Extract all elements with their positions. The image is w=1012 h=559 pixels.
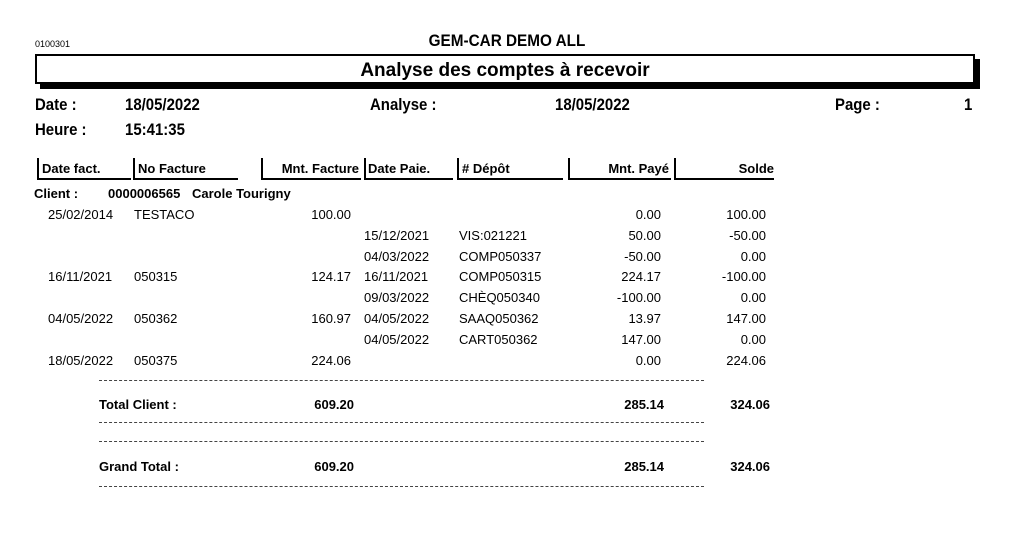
cell-mnt-paye: 50.00 [628,227,661,243]
col-header-mnt-facture [261,158,361,180]
col-header-mnt-facture-label: Mnt. Facture [281,161,359,176]
grand-total-mnt-paye: 285.14 [624,459,664,474]
cell-mnt-paye: -100.00 [616,290,661,306]
cell-date-fact: 25/02/2014 [48,207,114,222]
cell-solde: 0.00 [740,290,766,306]
grand-total-solde: 324.06 [730,459,770,474]
cell-solde: 147.00 [726,311,766,326]
report-code: 0100301 [35,39,71,49]
separator-line [99,441,704,442]
cell-date-paie: 04/05/2022 [364,311,430,326]
total-client-mnt-facture: 609.20 [314,397,354,412]
cell-date-paie: 15/12/2021 [364,227,430,243]
cell-date-fact: 04/05/2022 [48,311,114,326]
grand-total-mnt-facture: 609.20 [314,459,354,474]
cell-no-facture: 050315 [134,269,178,285]
cell-mnt-paye: -50.00 [624,248,661,264]
cell-no-facture: 050375 [134,352,178,368]
total-client-mnt-paye: 285.14 [624,397,664,412]
col-header-date-fact [37,158,131,180]
separator-line [99,380,704,381]
col-header-no-facture-label: No Facture [138,161,206,176]
cell-solde: -50.00 [729,227,766,243]
col-header-mnt-paye-label: Mnt. Payé [608,161,669,176]
cell-date-paie: 04/05/2022 [364,331,430,347]
col-header-no-facture [133,158,238,180]
col-header-solde-label: Solde [738,161,774,176]
analyse-label: Analyse : [370,95,437,114]
cell-mnt-facture: 124.17 [311,269,351,285]
client-id: 0000006565 [108,186,181,201]
separator-line [99,486,704,487]
cell-date-fact: 16/11/2021 [48,269,113,285]
col-header-date-fact-label: Date fact. [42,161,101,176]
client-label: Client : [34,186,79,201]
cell-mnt-facture: 100.00 [311,207,351,222]
analyse-value: 18/05/2022 [555,95,630,114]
page-value: 1 [964,95,973,114]
cell-solde: 0.00 [740,248,766,264]
col-header-solde [674,158,774,180]
col-header-date-paie-label: Date Paie. [368,161,431,176]
report-title-box [35,54,975,84]
page-label: Page : [835,95,880,114]
cell-solde: 0.00 [740,331,766,347]
report-title: Analyse des comptes à recevoir [360,60,650,81]
cell-solde: 100.00 [726,207,766,222]
cell-mnt-paye: 224.17 [621,269,661,285]
cell-depot: SAAQ050362 [459,311,539,326]
cell-depot: CART050362 [459,331,538,347]
time-value: 15:41:35 [125,120,185,139]
grand-total-label: Grand Total : [99,459,179,474]
cell-date-paie: 04/03/2022 [364,248,430,264]
cell-mnt-paye: 0.00 [635,207,661,222]
col-header-depot-label: # Dépôt [462,161,510,176]
separator-line [99,422,704,423]
col-header-depot [457,158,563,180]
col-header-date-paie [364,158,453,180]
cell-solde: 224.06 [726,352,766,368]
cell-mnt-paye: 147.00 [621,331,661,347]
cell-mnt-facture: 160.97 [311,311,351,326]
cell-solde: -100.00 [721,269,766,285]
time-label: Heure : [35,120,87,139]
cell-date-paie: 16/11/2021 [364,269,429,285]
cell-no-facture: TESTACO [134,207,195,222]
cell-mnt-paye: 0.00 [635,352,661,368]
cell-no-facture: 050362 [134,311,178,326]
cell-mnt-facture: 224.06 [311,352,351,368]
cell-mnt-paye: 13.97 [628,311,661,326]
cell-depot: COMP050337 [459,248,542,264]
cell-depot: CHÈQ050340 [459,290,540,306]
cell-depot: COMP050315 [459,269,542,285]
date-value: 18/05/2022 [125,95,200,114]
cell-date-fact: 18/05/2022 [48,352,114,368]
total-client-label: Total Client : [99,397,177,412]
total-client-solde: 324.06 [730,397,770,412]
col-header-mnt-paye [568,158,671,180]
cell-date-paie: 09/03/2022 [364,290,430,306]
date-label: Date : [35,95,77,114]
cell-depot: VIS:021221 [459,227,527,243]
client-name: Carole Tourigny [192,186,291,201]
company-name: GEM-CAR DEMO ALL [428,31,586,50]
